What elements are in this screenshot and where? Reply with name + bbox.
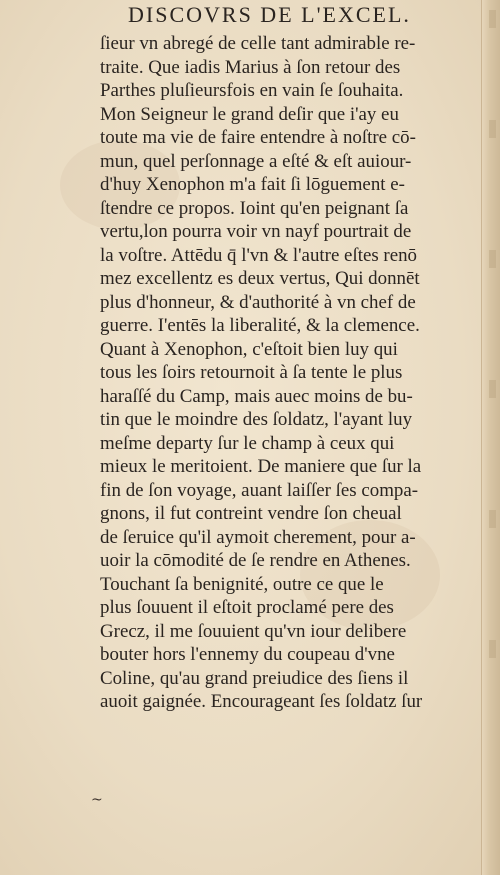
text-line: plus ſouuent il eſtoit proclamé pere des — [100, 597, 394, 618]
text-line: mez excellentz es deux vertus, Qui donnēt — [100, 268, 420, 289]
text-line: Quant à Xenophon, c'eſtoit bien luy qui — [100, 338, 398, 360]
text-line: Mon Seigneur le grand deſir que i'ay eu — [100, 103, 399, 125]
text-line: gnons, il fut contreint vendre ſon cheual — [100, 503, 402, 524]
text-line: de ſeruice qu'il aymoit cherement, pour a- — [100, 526, 416, 548]
text-line: la voſtre. Attēdu q̄ l'vn & l'autre eſtes renō — [100, 244, 418, 266]
text-line: tin que le moindre des ſoldatz, l'ayant luy — [100, 409, 413, 430]
edge-mark — [489, 10, 496, 28]
text-line: uoir la cōmodité de ſe rendre en Athenes. — [100, 550, 411, 571]
text-line: auoit gaignée. Encourageant ſes ſoldatz ſur — [100, 691, 423, 712]
edge-mark — [489, 510, 496, 528]
text-line: fin de ſon voyage, auant laiſſer ſes compa- — [100, 479, 419, 501]
edge-mark — [489, 640, 496, 658]
running-head: DISCOVRS DE L'EXCEL. — [128, 2, 411, 27]
text-line: mun, quel perſonnage a eſté & eſt auiour- — [100, 150, 412, 172]
text-line: meſme departy ſur le champ à ceux qui — [100, 432, 395, 454]
text-line: ſieur vn abregé de celle tant admirable re- — [100, 33, 416, 54]
edge-mark — [489, 380, 496, 398]
text-line: ſtendre ce propos. Ioint qu'en peignant ſa — [100, 197, 409, 219]
text-line: bouter hors l'ennemy du coupeau d'vne — [100, 644, 395, 665]
edge-mark — [489, 120, 496, 138]
edge-mark — [489, 250, 496, 268]
page-edge — [481, 0, 500, 875]
body-text — [100, 32, 490, 714]
footer-flourish: ~ — [91, 792, 103, 808]
text-line: Coline, qu'au grand preiudice des ſiens il — [100, 667, 409, 689]
text-line: vertu,lon pourra voir vn nayf pourtrait de — [100, 221, 412, 242]
text-line: Grecz, il me ſouuient qu'vn iour delibere — [100, 620, 407, 642]
text-line: Touchant ſa benignité, outre ce que le — [100, 573, 384, 595]
text-line: mieux le meritoient. De maniere que ſur la — [100, 456, 422, 477]
text-line: tous les ſoirs retournoit à ſa tente le plus — [100, 362, 403, 383]
text-line: plus d'honneur, & d'authorité à vn chef de — [100, 291, 416, 313]
text-line: guerre. I'entēs la liberalité, & la clemence. — [100, 315, 420, 336]
text-line: haraſſé du Camp, mais auec moins de bu- — [100, 385, 413, 407]
text-line: Parthes pluſieursfois en vain ſe ſouhaita. — [100, 80, 404, 101]
text-line: toute ma vie de faire entendre à noſtre cō- — [100, 127, 416, 148]
text-line: d'huy Xenophon m'a fait ſi lōguement e- — [100, 174, 405, 195]
text-line: traite. Que iadis Marius à ſon retour des — [100, 56, 401, 78]
